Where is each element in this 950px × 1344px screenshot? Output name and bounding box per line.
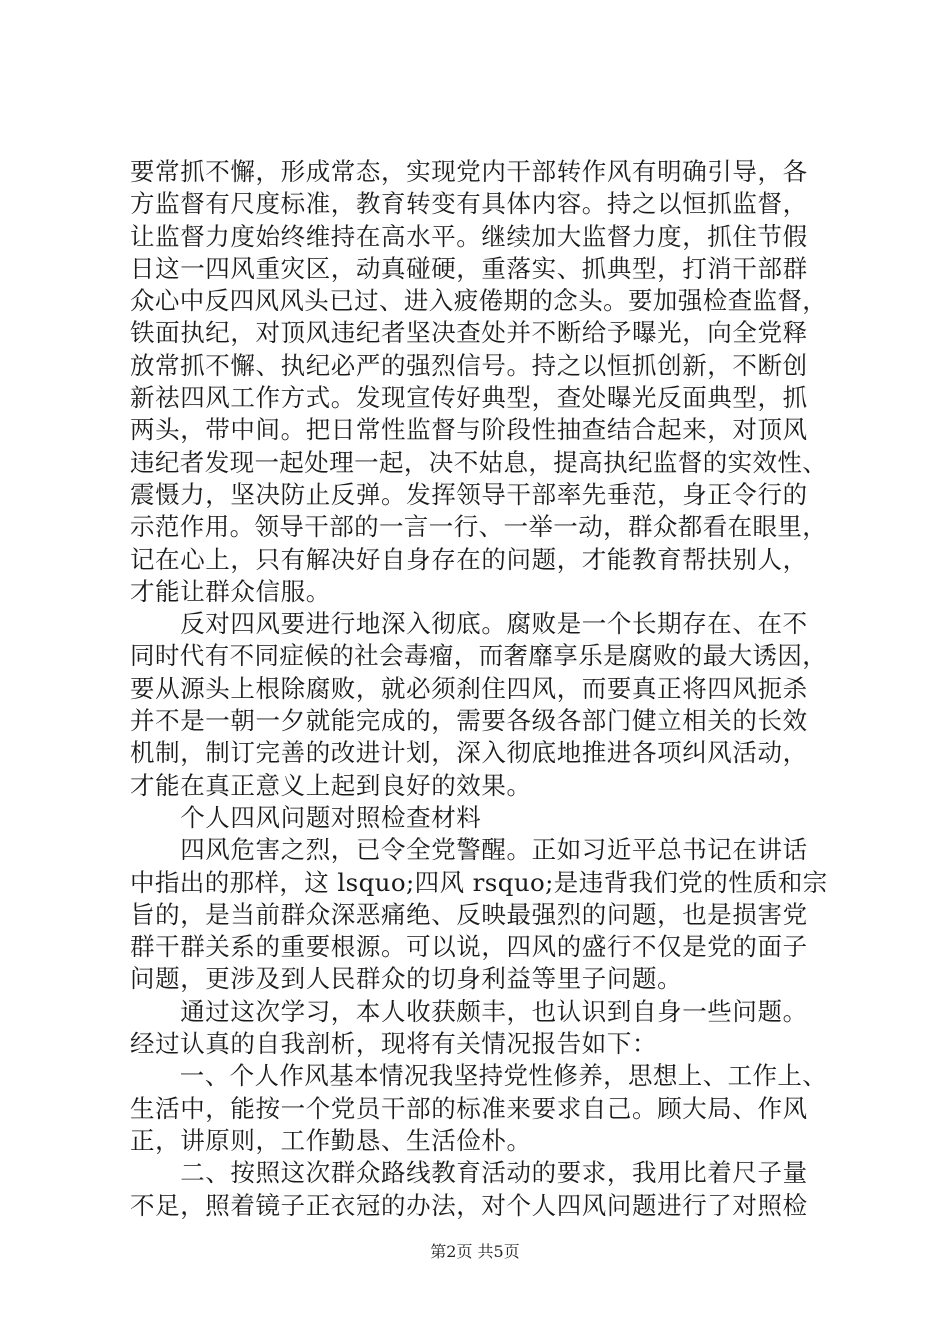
text-line: 记在心上，只有解决好自身存在的问题，才能教育帮扶别人， xyxy=(130,544,808,574)
text-line: 不足，照着镜子正衣冠的办法，对个人四风问题进行了对照检 xyxy=(130,1190,808,1220)
text-line: 正，讲原则，工作勤恳、生活俭朴。 xyxy=(130,1125,532,1155)
text-line: 旨的，是当前群众深恶痛绝、反映最强烈的问题，也是损害党 xyxy=(130,899,808,929)
text-line: 要常抓不懈，形成常态，实现党内干部转作风有明确引导，各 xyxy=(130,157,808,186)
text-line: 新祛四风工作方式。发现宣传好典型，查处曝光反面典型，抓 xyxy=(130,383,808,413)
text-line: 示范作用。领导干部的一言一行、一举一动，群众都看在眼里， xyxy=(130,512,828,542)
text-line: 要从源头上根除腐败，就必须刹住四风，而要真正将四风扼杀 xyxy=(130,673,808,703)
text-line: 才能让群众信服。 xyxy=(130,576,331,606)
text-line: 方监督有尺度标准，教育转变有具体内容。持之以恒抓监督， xyxy=(130,189,808,219)
text-line: 铁面执纪，对顶风违纪者坚决查处并不断给予曝光，向全党释 xyxy=(130,318,808,348)
text-line: 一、个人作风基本情况我坚持党性修养，思想上、工作上、 xyxy=(130,1061,828,1091)
document-body xyxy=(130,156,830,1222)
text-line: 反对四风要进行地深入彻底。腐败是一个长期存在、在不 xyxy=(130,609,808,639)
text-line: 违纪者发现一起处理一起，决不姑息，提高执纪监督的实效性、 xyxy=(130,447,828,477)
text-line: 经过认真的自我剖析，现将有关情况报告如下： xyxy=(130,1029,658,1059)
text-line: 震慑力，坚决防止反弹。发挥领导干部率先垂范，身正令行的 xyxy=(130,479,808,509)
text-line: 通过这次学习，本人收获颇丰，也认识到自身一些问题。 xyxy=(130,996,808,1026)
text-line: 中指出的那样，这 lsquo;四风 rsquo;是违背我们党的性质和宗 xyxy=(130,867,828,897)
text-line: 同时代有不同症候的社会毒瘤，而奢靡享乐是腐败的最大诱因， xyxy=(130,641,828,671)
text-line: 并不是一朝一夕就能完成的，需要各级各部门健立相关的长效 xyxy=(130,706,808,736)
page-footer: 第2页 共5页 xyxy=(430,1242,520,1261)
text-line: 才能在真正意义上起到良好的效果。 xyxy=(130,770,532,800)
text-line: 四风危害之烈，已令全党警醒。正如习近平总书记在讲话 xyxy=(130,835,808,865)
text-line: 让监督力度始终维持在高水平。继续加大监督力度，抓住节假 xyxy=(130,221,808,251)
text-line: 二、按照这次群众路线教育活动的要求，我用比着尺子量 xyxy=(130,1158,808,1188)
text-line: 众心中反四风风头已过、进入疲倦期的念头。要加强检查监督， xyxy=(130,286,828,316)
text-line: 放常抓不懈、执纪必严的强烈信号。持之以恒抓创新，不断创 xyxy=(130,350,808,380)
text-line: 群干群关系的重要根源。可以说，四风的盛行不仅是党的面子 xyxy=(130,932,808,962)
text-line: 两头，带中间。把日常性监督与阶段性抽查结合起来，对顶风 xyxy=(130,415,808,445)
text-line: 日这一四风重灾区，动真碰硬，重落实、抓典型，打消干部群 xyxy=(130,253,808,283)
text-line: 个人四风问题对照检查材料 xyxy=(130,802,482,832)
text-line: 生活中，能按一个党员干部的标准来要求自己。顾大局、作风 xyxy=(130,1093,808,1123)
text-line: 问题，更涉及到人民群众的切身利益等里子问题。 xyxy=(130,964,683,994)
text-line: 机制，制订完善的改进计划，深入彻底地推进各项纠风活动， xyxy=(130,738,808,768)
